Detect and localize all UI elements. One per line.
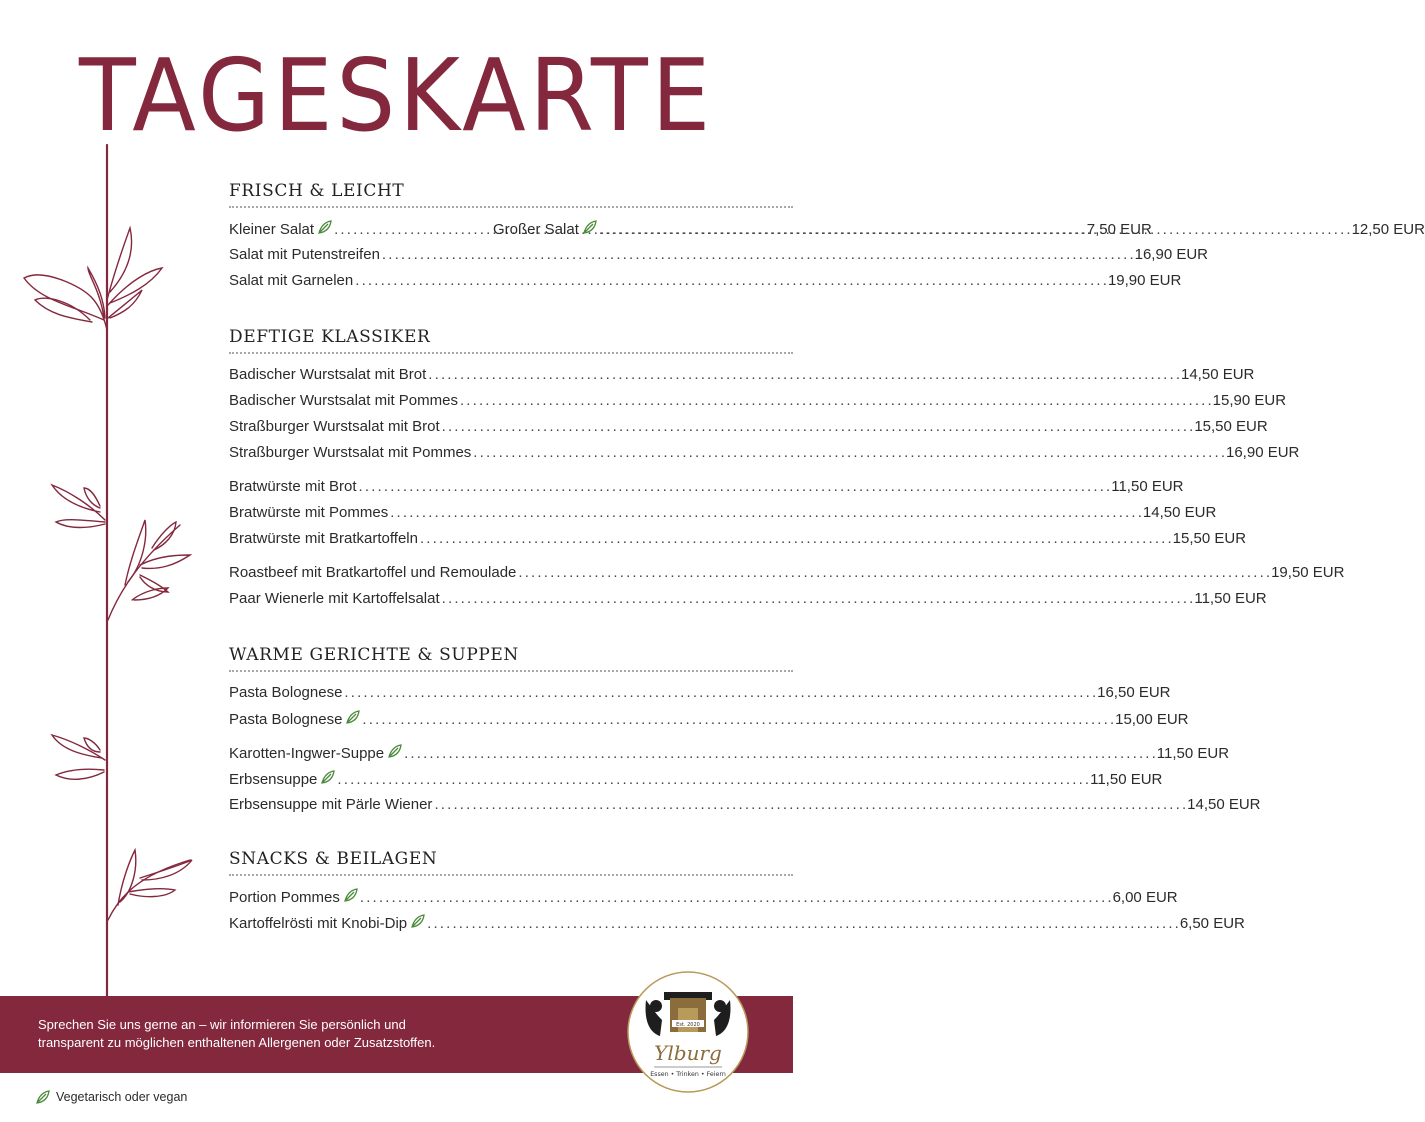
item-name: Straßburger Wurstsalat mit Brot — [229, 418, 440, 435]
item-price: 15,90 EUR — [1212, 392, 1287, 409]
menu-item — [229, 796, 1261, 818]
item-name: Pasta Bolognese — [229, 711, 343, 728]
section-heading: FRISCH & LEICHT — [229, 181, 405, 201]
dot-leader — [404, 745, 1155, 762]
dot-leader — [460, 392, 1211, 409]
menu-item — [229, 418, 1268, 440]
item-name: Salat mit Putenstreifen — [229, 246, 380, 263]
menu-item — [229, 564, 1345, 586]
dot-leader — [337, 771, 1088, 788]
item-name: Kleiner Salat — [229, 221, 315, 238]
leaf-icon — [36, 1090, 50, 1104]
dot-leader — [360, 889, 1111, 906]
dot-leader — [599, 221, 1350, 238]
item-name: Portion Pommes — [229, 889, 340, 906]
item-name: Paar Wienerle mit Kartoffelsalat — [229, 590, 440, 607]
section-divider — [229, 670, 793, 672]
logo-brand: Ylburg — [654, 1041, 722, 1065]
item-price: 19,50 EUR — [1271, 564, 1345, 581]
dot-leader — [355, 272, 1106, 289]
menu-section — [229, 324, 1345, 607]
menu-section — [229, 642, 1261, 813]
menu-item — [229, 392, 1287, 414]
leaf-icon — [583, 220, 597, 234]
logo-est: Est. 2020 — [676, 1022, 700, 1028]
dot-leader — [442, 418, 1193, 435]
dot-leader — [428, 366, 1179, 383]
item-name: Badischer Wurstsalat mit Brot — [229, 366, 427, 383]
item-name: Bratwürste mit Brot — [229, 478, 357, 495]
dot-leader — [518, 564, 1269, 581]
menu-item — [229, 684, 1171, 706]
item-name: Salat mit Garnelen — [229, 272, 354, 289]
dot-leader — [434, 796, 1185, 813]
allergen-notice — [38, 1016, 578, 1052]
item-name: Erbsensuppe — [229, 771, 318, 788]
dot-leader — [362, 711, 1113, 728]
menu-item — [229, 444, 1300, 466]
item-name: Badischer Wurstsalat mit Pommes — [229, 392, 458, 409]
item-price: 15,00 EUR — [1115, 711, 1189, 728]
menu-item — [229, 770, 1163, 792]
branch-illustration — [0, 0, 230, 1000]
dot-leader — [427, 915, 1178, 932]
menu-item — [229, 272, 1182, 294]
item-price: 11,50 EUR — [1194, 590, 1267, 607]
menu-item — [229, 504, 1217, 526]
section-divider — [229, 352, 793, 354]
item-price: 16,50 EUR — [1097, 684, 1171, 701]
item-name: Bratwürste mit Pommes — [229, 504, 389, 521]
item-name: Kartoffelrösti mit Knobi-Dip — [229, 915, 408, 932]
logo-tagline: Essen • Trinken • Feiern — [650, 1071, 726, 1078]
menu-section — [229, 178, 1425, 289]
item-price: 12,50 EUR — [1351, 221, 1425, 238]
ylburg-logo — [626, 970, 750, 1094]
dot-leader — [390, 504, 1141, 521]
section-heading: DEFTIGE KLASSIKER — [229, 327, 431, 347]
dot-leader — [344, 684, 1095, 701]
item-price: 14,50 EUR — [1181, 366, 1255, 383]
item-price: 11,50 EUR — [1090, 771, 1163, 788]
menu-item — [229, 366, 1255, 388]
item-price: 14,50 EUR — [1142, 504, 1217, 521]
leaf-icon — [318, 220, 332, 234]
menu-section — [229, 846, 1245, 932]
item-name: Karotten-Ingwer-Suppe — [229, 745, 385, 762]
menu-item — [229, 220, 1425, 242]
leaf-icon — [344, 888, 358, 902]
item-price: 7,50 EUR — [1086, 221, 1152, 238]
item-price: 6,50 EUR — [1179, 915, 1245, 932]
item-price: 11,50 EUR — [1156, 745, 1230, 762]
menu-item — [229, 478, 1184, 500]
item-name: Straßburger Wurstsalat mit Pommes — [229, 444, 472, 461]
menu-item — [229, 888, 1178, 910]
item-name: Erbsensuppe mit Pärle Wiener — [229, 796, 433, 813]
item-price: 6,00 EUR — [1112, 889, 1178, 906]
leaf-icon — [346, 710, 360, 724]
page-title: TAGESKARTE — [78, 37, 715, 154]
dot-leader — [442, 590, 1193, 607]
menu-item — [229, 914, 1245, 936]
menu-item — [229, 710, 1189, 732]
dot-leader — [359, 478, 1110, 495]
item-price: 11,50 EUR — [1111, 478, 1184, 495]
section-divider — [229, 206, 793, 208]
item-price: 16,90 EUR — [1226, 444, 1300, 461]
menu-item — [229, 590, 1267, 612]
legend-text: Vegetarisch oder vegan — [56, 1090, 188, 1104]
dot-leader — [382, 246, 1133, 263]
item-price: 15,50 EUR — [1172, 530, 1247, 547]
section-heading: SNACKS & BEILAGEN — [229, 849, 438, 869]
allergen-notice-line-1: Sprechen Sie uns gerne an – wir informieren Sie persönlich und — [38, 1017, 406, 1032]
item-price: 19,90 EUR — [1107, 272, 1182, 289]
allergen-notice-line-2: transparent zu möglichen enthaltenen Allergenen oder Zusatzstoffen. — [38, 1035, 436, 1050]
item-name: Pasta Bolognese — [229, 684, 343, 701]
leaf-icon — [321, 770, 335, 784]
item-name: Großer Salat — [493, 221, 579, 238]
dot-leader — [473, 444, 1224, 461]
item-name: Roastbeef mit Bratkartoffel und Remoulade — [229, 564, 517, 581]
legend — [36, 1090, 187, 1104]
leaf-icon — [388, 744, 402, 758]
section-heading: WARME GERICHTE & SUPPEN — [229, 645, 519, 665]
menu-item — [229, 744, 1230, 766]
menu-item — [229, 246, 1208, 268]
item-price: 14,50 EUR — [1187, 796, 1261, 813]
item-price: 15,50 EUR — [1194, 418, 1268, 435]
item-price: 16,90 EUR — [1134, 246, 1208, 263]
dot-leader — [420, 530, 1171, 547]
section-divider — [229, 874, 793, 876]
item-name: Bratwürste mit Bratkartoffeln — [229, 530, 418, 547]
leaf-icon — [411, 914, 425, 928]
menu-item — [229, 530, 1247, 552]
